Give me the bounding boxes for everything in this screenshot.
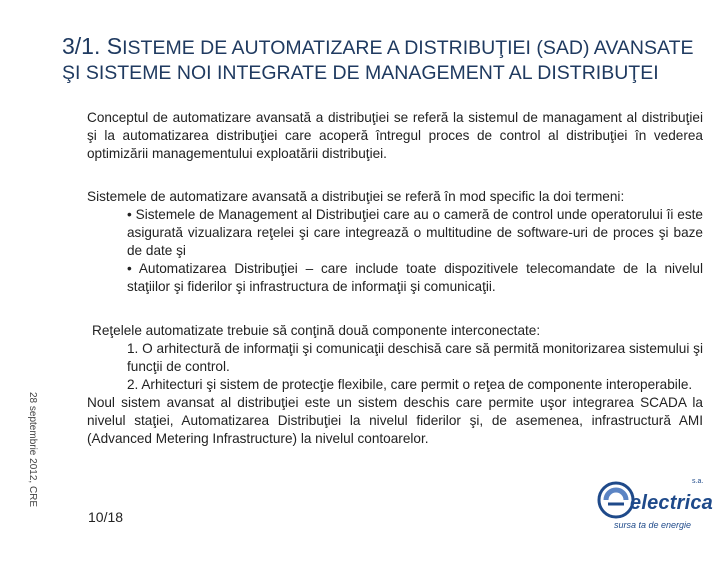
bullet-management: • Sistemele de Management al Distribuţiei care au o cameră de control unde operatorului îi este asigurată vizualizara reţelei şi care integrează o multitudine de software-uri de proces şi baze de date şi	[127, 207, 703, 258]
paragraph-new-system: Noul sistem avansat al distribuţiei este un sistem deschis care permite uşor integrarea SCADA la nivelul staţiei, Automatizarea Distribuţiei la nivelul fiderilor şi, de asemenea, infrastructură AMI (Advanced Metering Infrastructure) la nivelul contoarelor.	[87, 395, 703, 446]
logo-tagline: sursa ta de energie	[614, 520, 692, 530]
list-item-protection: 2. Arhitecturi şi sistem de protecţie flexibile, care permit o reţea de componente interoperabile.	[127, 377, 693, 392]
paragraph-systems-intro: Sistemele de automatizare avansată a distribuţiei se referă în mod specific la doi termeni:	[87, 189, 625, 204]
paragraph-networks-intro: Reţelele automatizate trebuie să conţină două componente interconectate:	[92, 323, 541, 338]
page-number: 10/18	[88, 509, 124, 525]
title-rest: ISTEME DE AUTOMATIZARE A DISTRIBUŢIEI (SAD) AVANSATE	[122, 37, 694, 59]
title-line-2: ŞI SISTEME NOI INTEGRATE DE MANAGEMENT AL DISTRIBUŢEI	[62, 62, 659, 84]
bullet-automation: • Automatizarea Distribuţiei – care include toate dispozitivele telecomandate de la nivelul staţiilor şi fiderilor şi infrastructura de informaţii şi comunicaţii.	[127, 261, 703, 294]
electrica-logo	[596, 478, 712, 532]
side-date-label: 28 septembrie 2012, CRE	[27, 392, 38, 508]
title-line-1	[62, 34, 702, 61]
paragraph-concept: Conceptul de automatizare avansată a distribuţiei se referă la sistemul de managament al distribuţiei şi la automatizarea distribuţiei care acoperă întregul proces de control al distribuţiei în vederea optimizării managementului exploatării distribuţiei.	[87, 110, 703, 161]
paragraph-networks	[87, 322, 703, 448]
logo-suffix: s.a.	[692, 478, 704, 485]
paragraph-systems	[87, 188, 703, 296]
slide-title	[62, 34, 702, 86]
list-item-architecture: 1. O arhitectură de informaţii şi comunicaţii deschisă care să permită monitorizarea sistemului şi funcţii de control.	[127, 341, 703, 374]
title-cap: 3/1. S	[62, 33, 123, 59]
logo-wordmark: electrica	[630, 492, 713, 514]
